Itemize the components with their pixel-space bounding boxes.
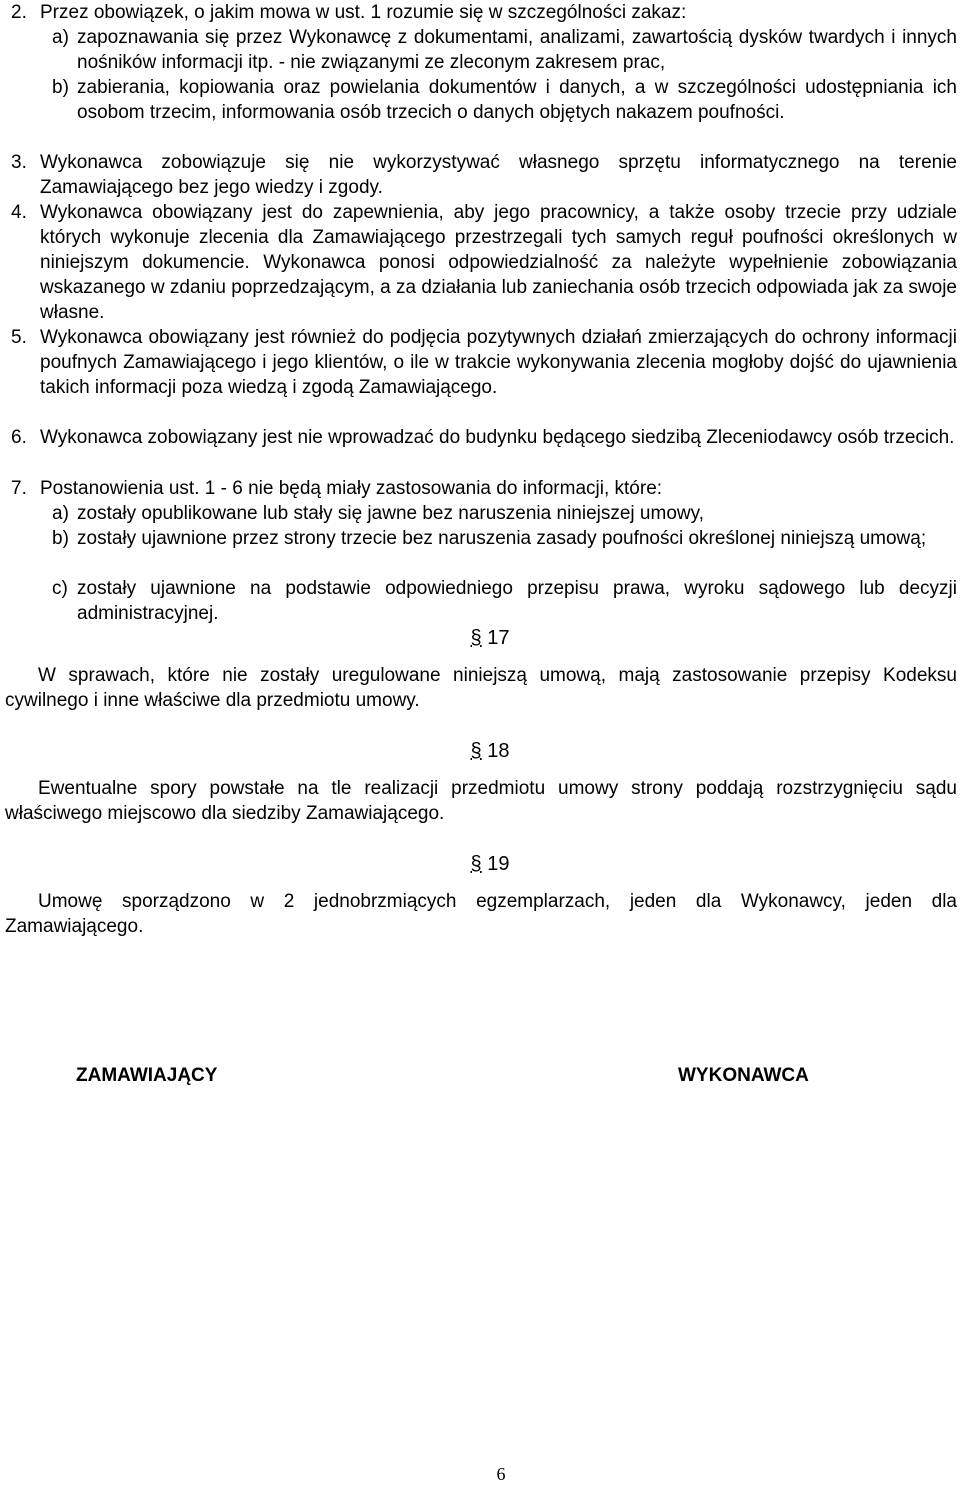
clause-number: 3. bbox=[11, 152, 27, 173]
clause-number: 6. bbox=[11, 427, 27, 448]
clause-text: Wykonawca zobowiązany jest nie wprowadzać do budynku będącego siedzibą Zleceniodawcy osób trzecich. bbox=[40, 427, 955, 448]
clause-number: 5. bbox=[11, 327, 27, 348]
clause-item-4 bbox=[11, 200, 957, 325]
section-number: 17 bbox=[487, 627, 510, 649]
sub-text: zapoznawania się przez Wykonawcę z dokumentami, analizami, zawartością dysków twardych i innych nośników informacji itp. - nie związanymi ze zleconym zakresem prac, bbox=[77, 27, 957, 74]
sub-text: zostały ujawnione przez strony trzecie bez naruszenia zasady poufności określonej niniejszą umową; bbox=[77, 528, 927, 549]
clause-number: 4. bbox=[11, 202, 27, 223]
sub-text: zostały ujawnione na podstawie odpowiedniego przepisu prawa, wyroku sądowego lub decyzji administracyjnej. bbox=[77, 578, 957, 625]
clause-item-7c bbox=[52, 576, 957, 626]
section-heading-18 bbox=[0, 739, 960, 764]
section-text-19: Umowę sporządzono w 2 jednobrzmiących egzemplarzach, jeden dla Wykonawcy, jeden dla Zamawiającego. bbox=[5, 891, 957, 938]
sub-text: zostały opublikowane lub stały się jawne bez naruszenia niniejszej umowy, bbox=[77, 503, 704, 524]
clause-text: Przez obowiązek, o jakim mowa w ust. 1 rozumie się w szczególności zakaz: bbox=[40, 2, 687, 23]
clause-item-2 bbox=[11, 0, 957, 25]
clause-number: 7. bbox=[11, 478, 27, 499]
sub-letter: b) bbox=[52, 528, 69, 549]
clause-item-2b bbox=[52, 75, 957, 125]
clause-text: Wykonawca obowiązany jest do zapewnienia, aby jego pracownicy, a także osoby trzecie przy udziale których wykonuje zlecenia dla Zamawiającego przestrzegali tych samych reguł poufności określonych w niniejszym dokumencie. Wykonawca ponosi odpowiedzialność za należyte wypełnienie zobowiązania wskazanego w zdaniu poprzedzającym, a za działania lub zaniechania osób trzecich odpowiada jak za swoje własne. bbox=[40, 202, 957, 324]
section-heading-17 bbox=[0, 626, 960, 651]
clause-text: Postanowienia ust. 1 - 6 nie będą miały zastosowania do informacji, które: bbox=[40, 478, 663, 499]
sub-letter: b) bbox=[52, 77, 69, 98]
clause-item-6 bbox=[11, 425, 957, 450]
clause-text: Wykonawca zobowiązuje się nie wykorzystywać własnego sprzętu informatycznego na terenie Zamawiającego bez jego wiedzy i zgody. bbox=[40, 152, 957, 199]
clause-item-7b bbox=[52, 526, 957, 551]
clause-item-3 bbox=[11, 150, 957, 200]
section-symbol: § bbox=[470, 740, 482, 762]
page-number: 6 bbox=[496, 1464, 506, 1484]
section-text-18: Ewentualne spory powstałe na tle realizacji przedmiotu umowy strony poddają rozstrzygnięciu sądu właściwego miejscowo dla siedziby Zamawiającego. bbox=[5, 778, 957, 825]
clause-item-5 bbox=[11, 325, 957, 400]
clause-item-7 bbox=[11, 476, 957, 501]
signature-label-ordering-party: ZAMAWIAJĄCY bbox=[76, 1065, 218, 1086]
sub-text: zabierania, kopiowania oraz powielania dokumentów i danych, a w szczególności udostępniania ich osobom trzecim, informowania osób trzecich o danych objętych nakazem poufności. bbox=[77, 77, 957, 124]
clause-item-7a bbox=[52, 501, 957, 526]
section-symbol: § bbox=[470, 627, 482, 649]
section-symbol: § bbox=[470, 853, 482, 875]
sub-letter: a) bbox=[52, 503, 69, 524]
section-text-17: W sprawach, które nie zostały uregulowane niniejszą umową, mają zastosowanie przepisy Kodeksu cywilnego i inne właściwe dla przedmiotu umowy. bbox=[5, 665, 957, 712]
section-number: 19 bbox=[487, 853, 510, 875]
signature-label-contractor: WYKONAWCA bbox=[678, 1065, 809, 1086]
clause-item-2a bbox=[52, 25, 957, 75]
section-heading-19 bbox=[0, 852, 960, 877]
clause-text: Wykonawca obowiązany jest również do podjęcia pozytywnych działań zmierzających do ochrony informacji poufnych Zamawiającego i jego klientów, o ile w trakcie wykonywania zlecenia mogłoby dojść do ujawnienia takich informacji poza wiedzą i zgodą Zamawiającego. bbox=[40, 327, 957, 399]
sub-letter: a) bbox=[52, 27, 69, 48]
sub-letter: c) bbox=[52, 578, 68, 599]
section-number: 18 bbox=[487, 740, 510, 762]
clause-number: 2. bbox=[11, 2, 27, 23]
